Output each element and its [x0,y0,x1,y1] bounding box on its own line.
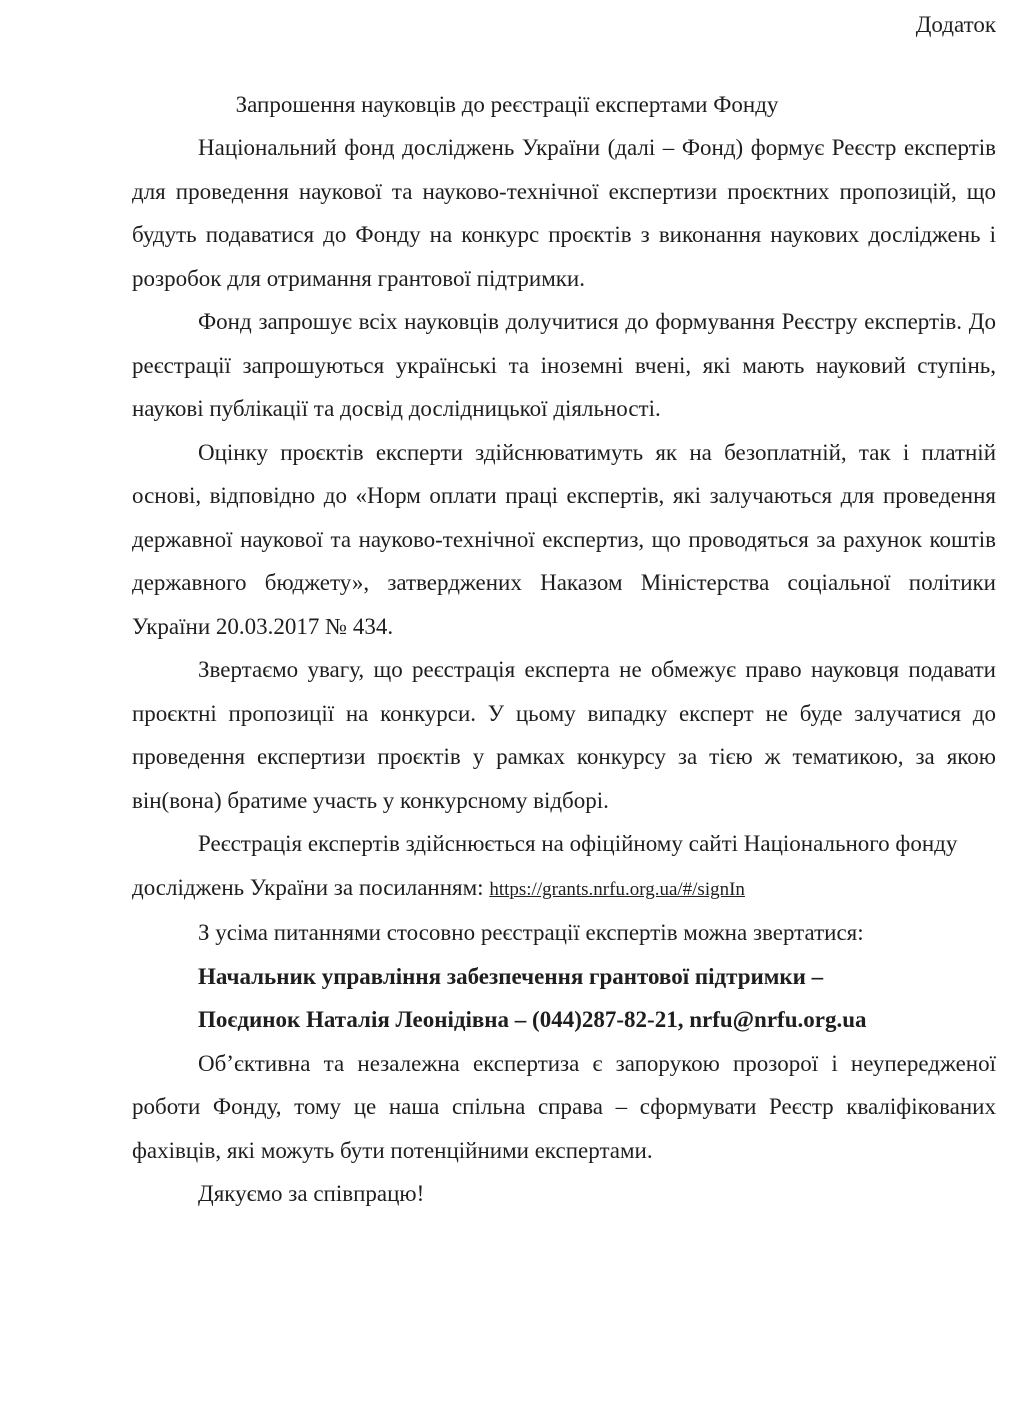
paragraph-payment: Оцінку проєктів експерти здійснюватимуть як на безоплатній, так і платній основі, відповідно до «Норм оплати праці експертів, які залучаються для проведення державної наукової та науково-технічної експертиз, що проводяться за рахунок коштів державного бюджету», затверджених Наказом Міністерства соціальної політики України 20.03.2017 № 434. [132,439,996,639]
paragraph-registration [132,822,996,911]
closing-thanks: Дякуємо за співпрацю! [198,1181,425,1206]
paragraph-attention: Звертаємо увагу, що реєстрація експерта не обмежує право науковця подавати проєктні пропозиції на конкурси. У цьому випадку експерт не буде залучатися до проведення експертизи проєктів у рамках конкурсу за тією ж тематикою, за якою він(вона) братиме участь у конкурсному відборі. [132,657,996,813]
paragraph-closing-statement: Об’єктивна та незалежна експертиза є запорукою прозорої і неупередженої роботи Фонду, тому це наша спільна справа – сформувати Реєстр кваліфікованих фахівців, які можуть бути потенційними експертами. [132,1050,996,1163]
paragraph-registry: Національний фонд досліджень України (далі – Фонд) формує Реєстр експертів для проведення наукової та науково-технічної експертизи проєктних пропозицій, що будуть подаватися до Фонду на конкурс проєктів з виконання наукових досліджень і розробок для отримання грантової підтримки. [132,135,996,291]
document-body [132,126,996,1216]
paragraph-questions: З усіма питаннями стосовно реєстрації експертів можна звертатися: [198,920,864,945]
annex-label: Додаток [915,12,996,37]
registration-text: Реєстрація експертів здійснюється на офіційному сайті Національного фонду досліджень України за посиланням: [132,831,958,900]
contact-position: Начальник управління забезпечення грантової підтримки – [198,963,824,989]
paragraph-invitation: Фонд запрошує всіх науковців долучитися до формування Реєстру експертів. До реєстрації запрошуються українські та іноземні вчені, які мають науковий ступінь, наукові публікації та досвід дослідницької діяльності. [132,309,996,421]
contact-details: Поєдинок Наталія Леонідівна – (044)287-82-21, nrfu@nrfu.org.ua [198,1007,867,1032]
registration-link[interactable]: https://grants.nrfu.org.ua/#/signIn [489,878,745,900]
document-title: Запрошення науковців до реєстрації експертами Фонду [235,92,779,117]
